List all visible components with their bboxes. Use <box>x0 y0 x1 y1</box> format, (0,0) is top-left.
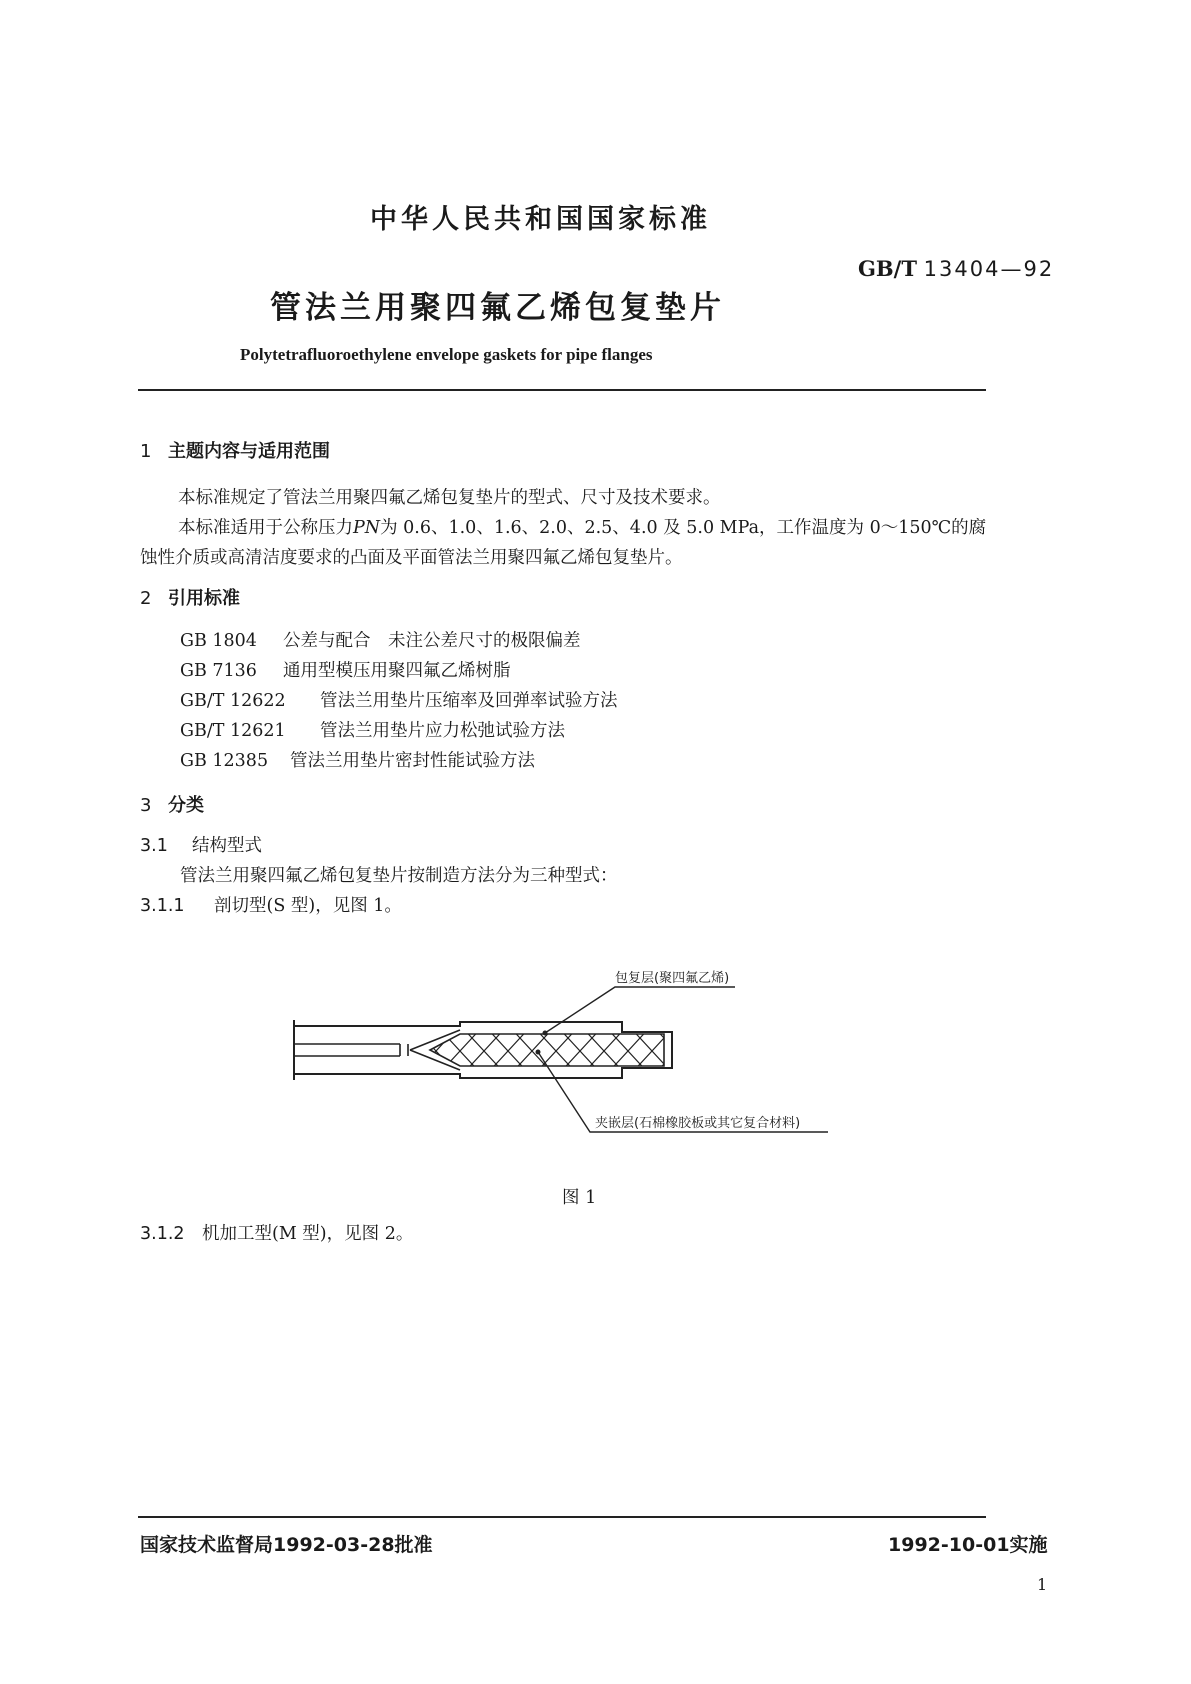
footer-divider <box>138 1516 986 1518</box>
section-1-paragraph-2-line-2: 蚀性介质或高清洁度要求的凸面及平面管法兰用聚四氟乙烯包复垫片。 <box>140 548 683 568</box>
reference-item <box>180 687 618 712</box>
figure-1-diagram <box>280 960 900 1180</box>
leader-dot-bottom <box>536 1050 541 1055</box>
text-segment: 为 0.6、1.0、1.6、2.0、2.5、4.0 及 5.0 MPa，工作温度为 0～150℃的腐 <box>380 518 987 538</box>
section-title: 主题内容与适用范围 <box>168 441 330 462</box>
section-number: 2 <box>140 588 152 609</box>
section-3-heading <box>140 791 204 817</box>
pn-symbol: PN <box>353 518 381 538</box>
reference-title: 管法兰用垫片密封性能试验方法 <box>290 751 535 771</box>
reference-item <box>180 627 581 652</box>
section-number: 1 <box>140 441 152 462</box>
reference-item <box>180 747 535 772</box>
reference-title: 管法兰用垫片应力松弛试验方法 <box>320 721 565 741</box>
approval-date: 国家技术监督局1992-03-28批准 <box>140 1534 433 1556</box>
leader-line-top <box>545 987 735 1033</box>
document-title-cn: 管法兰用聚四氟乙烯包复垫片 <box>270 290 725 326</box>
subsection-number: 3.1.2 <box>140 1224 185 1244</box>
reference-code: GB 1804 <box>180 631 257 651</box>
text-segment: 本标准适用于公称压力 <box>178 518 353 538</box>
standard-code-prefix: GB/T <box>858 256 917 281</box>
subsection-number: 3.1 <box>140 836 168 856</box>
standard-code-number: 13404—92 <box>923 257 1055 281</box>
reference-item <box>180 657 511 682</box>
subsection-text: 剖切型(S 型)，见图 1。 <box>214 896 402 916</box>
reference-title: 管法兰用垫片压缩率及回弹率试验方法 <box>320 691 618 711</box>
section-2-heading <box>140 584 240 610</box>
section-1-heading <box>140 437 330 463</box>
reference-code: GB/T 12622 <box>180 691 286 711</box>
page-number: 1 <box>1037 1575 1048 1594</box>
effective-date: 1992-10-01实施 <box>888 1534 1048 1556</box>
section-title: 引用标准 <box>168 588 240 609</box>
figure-label-core-layer: 夹嵌层(石棉橡胶板或其它复合材料) <box>595 1116 801 1131</box>
reference-code: GB/T 12621 <box>180 721 286 741</box>
standard-code <box>858 256 1054 281</box>
subsection-3-1-1 <box>140 892 402 917</box>
subsection-title: 结构型式 <box>192 836 262 856</box>
standard-body-header: 中华人民共和国国家标准 <box>370 204 711 235</box>
reference-code: GB 7136 <box>180 661 257 681</box>
leader-dot-top <box>543 1031 548 1036</box>
section-number: 3 <box>140 795 152 816</box>
reference-item <box>180 717 565 742</box>
section-1-paragraph-1: 本标准规定了管法兰用聚四氟乙烯包复垫片的型式、尺寸及技术要求。 <box>178 488 721 508</box>
section-title: 分类 <box>168 795 204 816</box>
document-title-en: Polytetrafluoroethylene envelope gaskets for pipe flanges <box>240 345 653 364</box>
header-divider <box>138 389 986 391</box>
reference-title: 公差与配合 未注公差尺寸的极限偏差 <box>283 631 581 651</box>
core-insert-hatched <box>430 1034 664 1066</box>
section-1-paragraph-2-line-1 <box>178 514 986 539</box>
reference-title: 通用型模压用聚四氟乙烯树脂 <box>283 661 511 681</box>
subsection-3-1-text: 管法兰用聚四氟乙烯包复垫片按制造方法分为三种型式： <box>180 866 618 886</box>
figure-label-envelope-layer: 包复层(聚四氟乙烯) <box>615 971 730 986</box>
reference-code: GB 12385 <box>180 751 269 771</box>
subsection-3-1-2 <box>140 1220 413 1245</box>
figure-1-caption: 图 1 <box>562 1188 597 1208</box>
subsection-3-1 <box>140 832 262 857</box>
subsection-text: 机加工型(M 型)，见图 2。 <box>202 1224 414 1244</box>
subsection-number: 3.1.1 <box>140 896 185 916</box>
